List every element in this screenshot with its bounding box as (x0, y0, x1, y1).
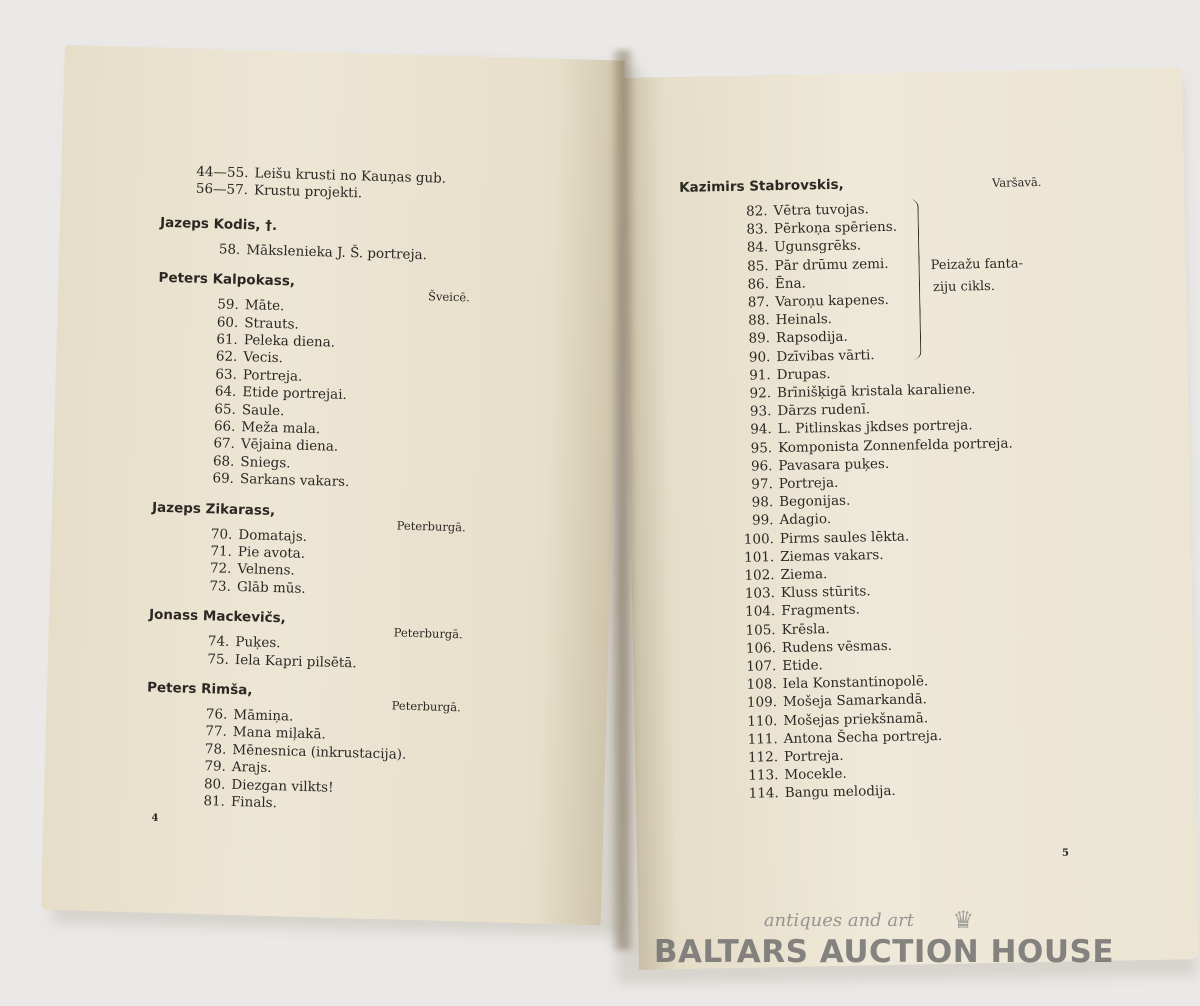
work-title: Leišu krusti no Kauņas gub. (254, 165, 447, 187)
work-title: Varoņu kapenes. (775, 291, 890, 311)
work-title: Sarkans vakars. (239, 471, 350, 491)
catalogue-number: 86. (747, 276, 770, 293)
watermark-name: BALTARS AUCTION HOUSE (653, 934, 1114, 970)
artist-city: Šveicē. (427, 289, 471, 305)
catalogue-number: 103. (744, 585, 776, 602)
catalogue-number: 77. (205, 723, 228, 741)
catalogue-number: 82. (745, 203, 768, 220)
artist-city: Varšavā. (991, 174, 1042, 190)
catalogue-number: 112. (747, 749, 779, 766)
catalogue-number: 66. (213, 418, 236, 435)
work-title: Rapsodija. (775, 329, 848, 347)
catalogue-entry (710, 255, 888, 276)
work-title: Vētra tuvojas. (773, 201, 870, 220)
work-title: Mēnesnica (inkrustacija). (232, 741, 407, 763)
catalogue-entry (175, 576, 306, 598)
catalogue-entry (711, 274, 806, 294)
work-title: Iela Kapri pilsētā. (234, 651, 357, 671)
catalogue-number: 71. (210, 543, 233, 560)
catalogue-number: 83. (746, 221, 769, 238)
catalogue-number: 88. (748, 312, 770, 329)
work-title: Ugunsgrēks. (774, 237, 862, 256)
work-title: Māte. (244, 297, 285, 315)
catalogue-entry (716, 546, 884, 567)
artist-name: Peters Kalpokass, (158, 269, 296, 290)
catalogue-entry (712, 310, 833, 330)
work-title: Mošeja Samarkandā. (782, 691, 928, 711)
catalogue-number: 59. (217, 296, 240, 314)
work-title: Finals. (230, 793, 278, 812)
catalogue-number: 62. (215, 348, 238, 366)
work-title: Mocekle. (784, 766, 847, 784)
work-title: Adagio. (779, 511, 832, 529)
catalogue-entry (721, 782, 896, 803)
work-title: Meža mala. (241, 419, 321, 438)
catalogue-number: 92. (749, 385, 772, 402)
work-title: Dārzs rudenī. (777, 401, 871, 420)
catalogue-number: 106. (745, 639, 777, 657)
catalogue-number: 102. (744, 567, 775, 584)
catalogue-number: 104. (745, 603, 776, 621)
work-title: Domatajs. (238, 526, 308, 545)
catalogue-entry (717, 601, 860, 622)
catalogue-number: 97. (751, 476, 773, 493)
catalogue-entry (184, 239, 427, 264)
work-title: Rudens vēsmas. (781, 637, 893, 656)
catalogue-entry (717, 620, 829, 640)
artist-city: Peterburgā. (393, 625, 463, 642)
catalogue-number: 91. (749, 366, 771, 384)
catalogue-entry (173, 649, 357, 672)
catalogue-number: 105. (745, 621, 776, 639)
book-gutter (612, 50, 634, 950)
artist-name: Kazimirs Stabrovskis, (678, 176, 844, 196)
work-title: Arajs. (231, 759, 272, 777)
work-title: Pār drūmu zemi. (774, 255, 889, 274)
artist-name: Jonass Mackevičs, (148, 606, 286, 627)
catalogue-entry (711, 291, 889, 312)
artist-name: Peters Rimša, (146, 679, 253, 699)
catalogue-entry (720, 747, 844, 767)
work-title: Puķes. (235, 634, 281, 652)
cycle-label-line1: Peizažu fanta- (930, 256, 1024, 274)
catalogue-number: 87. (747, 294, 770, 311)
catalogue-number: 107. (746, 658, 777, 675)
work-title: Etide portrejai. (242, 384, 348, 404)
work-title: Vējaina diena. (240, 436, 339, 456)
catalogue-number: 70. (210, 525, 233, 543)
work-title: Komponista Zonnenfelda portreja. (777, 435, 1013, 456)
catalogue-entry (720, 727, 943, 749)
artist-city: Peterburgā. (391, 698, 461, 715)
catalogue-number: 68. (212, 453, 235, 470)
work-title: Saule. (241, 401, 285, 419)
catalogue-entry (712, 346, 875, 367)
work-title: Mana miļakā. (232, 724, 326, 743)
work-title: Velnens. (237, 561, 296, 580)
work-title: Heinals. (775, 311, 833, 329)
cycle-label-line2: ziju cikls. (932, 278, 996, 296)
work-title: Ziemas vakars. (780, 546, 884, 565)
catalogue-entry (710, 218, 897, 240)
catalogue-entry (718, 637, 892, 658)
work-title: Fragments. (781, 601, 861, 620)
work-title: L. Pitlinskas jkdses portreja. (777, 417, 973, 438)
catalogue-number: 79. (204, 758, 227, 775)
artist-name: Jazeps Kodis, †. (159, 214, 278, 234)
catalogue-number: 93. (749, 403, 772, 420)
catalogue-number: 85. (746, 257, 769, 275)
catalogue-entry (712, 328, 848, 349)
catalogue-number: 114. (748, 785, 779, 803)
work-title: Kluss stūrits. (780, 583, 871, 602)
catalogue-number: 64. (214, 383, 237, 401)
catalogue-number: 101. (744, 548, 775, 566)
work-title: Drupas. (776, 365, 831, 383)
catalogue-number: 109. (746, 694, 778, 712)
catalogue-entry (715, 474, 839, 494)
catalogue-number: 100. (743, 530, 775, 548)
catalogue-number: 98. (751, 494, 774, 511)
catalogue-entry (714, 455, 889, 476)
catalogue-number: 111. (747, 730, 778, 748)
cycle-bracket (907, 199, 921, 359)
work-title: Mākslenieka J. Š. portreja. (246, 241, 428, 263)
catalogue-number: 113. (748, 767, 779, 784)
catalogue-entry (178, 469, 350, 492)
catalogue-number: 90. (748, 348, 771, 366)
work-title: Portreja. (783, 747, 844, 766)
work-title: Ēna. (774, 275, 807, 292)
page-number: 4 (151, 812, 159, 824)
work-title: Vecis. (243, 349, 284, 367)
work-title: Mošejas priekšnamā. (783, 709, 929, 729)
work-title: Māmiņa. (233, 706, 294, 725)
work-title: Pērkoņa spēriens. (773, 218, 898, 238)
catalogue-number: 75. (207, 650, 230, 668)
work-title: Iela Konstantinopolē. (782, 673, 929, 693)
work-title: Diezgan vilkts! (231, 776, 334, 796)
work-title: Sniegs. (240, 453, 291, 472)
right-page (622, 67, 1199, 970)
work-title: Dzīvibas vārti. (776, 346, 875, 365)
work-title: Strauts. (244, 314, 300, 333)
work-title: Brīnišķigā kristala karaliene. (776, 381, 976, 402)
catalogue-number: 76. (205, 706, 228, 723)
catalogue-entry (169, 791, 277, 812)
catalogue-number: 61. (216, 331, 239, 348)
catalogue-number: 80. (203, 775, 226, 793)
catalogue-entry (715, 492, 850, 513)
catalogue-number: 72. (209, 560, 232, 578)
catalogue-number: 67. (213, 435, 236, 453)
work-title: Etide. (782, 657, 823, 675)
catalogue-entry (720, 765, 847, 785)
catalogue-entry (713, 365, 831, 385)
work-title: Pie avota. (237, 544, 306, 562)
work-title: Portreja. (242, 366, 303, 385)
catalogue-number: 99. (751, 512, 774, 529)
catalogue-number: 44—55. (196, 163, 249, 182)
work-title: Bangu melodija. (784, 783, 896, 802)
catalogue-number: 60. (216, 313, 239, 331)
left-page (41, 45, 625, 925)
catalogue-number: 110. (747, 712, 778, 730)
work-title: Krēsla. (781, 620, 830, 638)
catalogue-number: 74. (207, 633, 230, 651)
catalogue-entry (716, 565, 827, 585)
catalogue-number: 73. (209, 578, 232, 595)
catalogue-number: 108. (746, 676, 777, 693)
work-title: Pavasara puķes. (778, 455, 890, 474)
catalogue-number: 78. (204, 740, 227, 758)
work-title: Ziema. (780, 566, 828, 584)
work-title: Peleka diena. (243, 332, 336, 351)
catalogue-number: 81. (203, 793, 226, 810)
cycle-label (930, 253, 1041, 299)
watermark-tagline: antiques and art (763, 910, 914, 931)
work-title: Begonijas. (779, 492, 851, 511)
catalogue-number: 96. (750, 457, 773, 475)
catalogue-number: 63. (215, 366, 238, 383)
crown-icon: ♛ (952, 906, 974, 934)
catalogue-number: 94. (750, 421, 772, 438)
artist-city: Peterburgā. (396, 518, 466, 534)
work-title: Pirms saules lēkta. (779, 528, 910, 547)
catalogue-number: 95. (750, 439, 773, 457)
artist-name: Jazeps Zikarass, (151, 499, 276, 519)
catalogue-entry (715, 510, 831, 530)
work-title: Antona Šecha portreja. (783, 727, 943, 747)
work-title: Glāb mūs. (236, 578, 306, 597)
work-title: Krustu projekti. (253, 182, 363, 202)
catalogue-entry (718, 656, 823, 676)
catalogue-number: 69. (212, 470, 235, 488)
catalogue-entry (176, 180, 363, 203)
catalogue-number: 56—57. (195, 181, 249, 199)
catalogue-number: 65. (214, 400, 237, 418)
catalogue-entry (713, 380, 976, 403)
catalogue-number: 89. (748, 330, 771, 348)
page-number: 5 (1061, 847, 1070, 859)
catalogue-number: 84. (746, 239, 769, 257)
catalogue-number: 58. (218, 241, 241, 258)
work-title: Portreja. (778, 474, 839, 493)
